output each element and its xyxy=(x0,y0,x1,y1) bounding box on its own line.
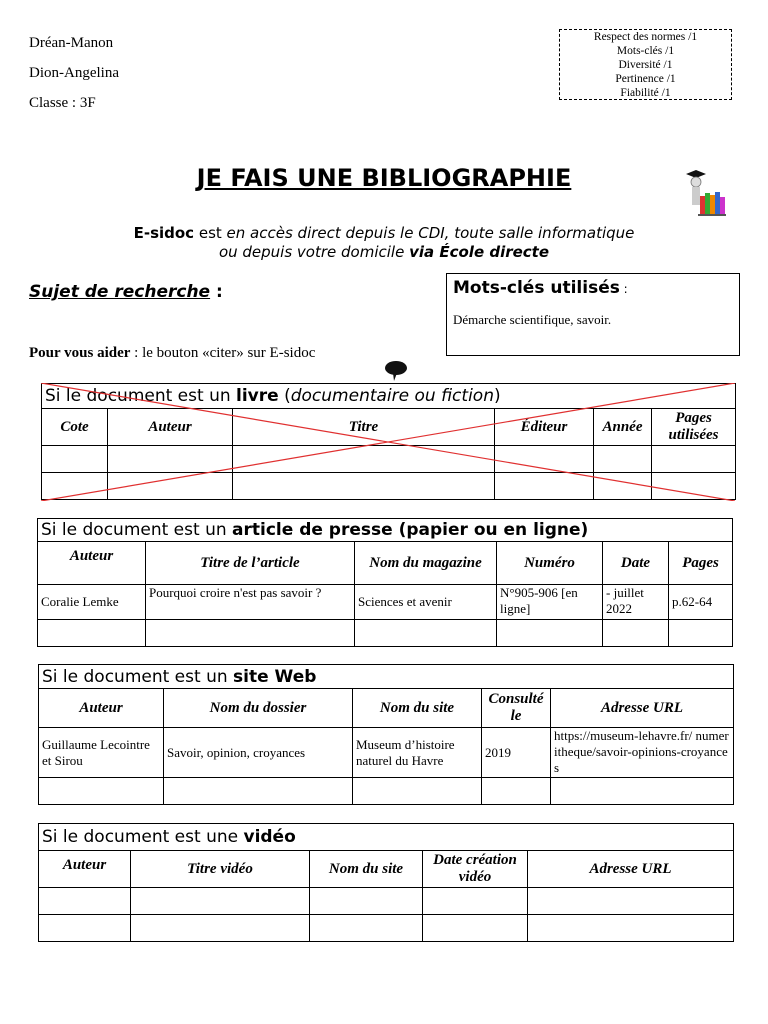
keywords-value: Démarche scientifique, savoir. xyxy=(453,312,612,327)
book-caption-pre: Si le document est un xyxy=(45,386,237,406)
video-header-auteur: Auteur xyxy=(39,851,131,888)
table-cell[interactable] xyxy=(39,778,164,805)
table-cell: 2019 xyxy=(482,728,551,778)
grading-item: Mots-clés /1 xyxy=(616,45,675,57)
keywords-title: Mots-clés utilisés xyxy=(453,278,620,298)
table-row xyxy=(39,778,734,805)
book-header-annee: Année xyxy=(594,409,652,446)
press-table xyxy=(37,518,733,647)
table-cell[interactable] xyxy=(131,888,310,915)
table-cell[interactable] xyxy=(131,915,310,942)
class-label: Classe : 3F xyxy=(29,95,96,111)
video-caption-pre: Si le document est une xyxy=(42,827,244,847)
book-header-titre: Titre xyxy=(233,409,495,446)
book-header-cote: Cote xyxy=(42,409,108,446)
table-cell[interactable] xyxy=(497,620,603,647)
web-header-dossier: Nom du dossier xyxy=(164,689,353,728)
table-row xyxy=(39,888,734,915)
table-cell[interactable] xyxy=(603,620,669,647)
table-cell[interactable] xyxy=(423,915,528,942)
intro-text-b: en accès direct depuis le CDI, toute salle informatique xyxy=(226,224,635,242)
table-cell: Guillaume Lecointre et Sirou xyxy=(39,728,164,778)
student-name-2: Dion-Angelina xyxy=(29,65,119,81)
esidoc-label: E-sidoc xyxy=(133,224,195,242)
subject-label-text: Sujet de recherche xyxy=(29,282,211,302)
table-row xyxy=(39,915,734,942)
video-caption xyxy=(39,824,734,851)
web-caption xyxy=(39,665,734,689)
web-header-consulte: Consulté le xyxy=(482,689,551,728)
grading-box xyxy=(559,29,732,100)
video-header-titre: Titre vidéo xyxy=(131,851,310,888)
grading-item: Pertinence /1 xyxy=(615,73,676,85)
table-cell[interactable] xyxy=(551,778,734,805)
video-header-url: Adresse URL xyxy=(528,851,734,888)
help-bold: Pour vous aider xyxy=(29,345,131,361)
help-text xyxy=(29,345,315,362)
table-cell[interactable] xyxy=(528,888,734,915)
web-header-auteur: Auteur xyxy=(39,689,164,728)
book-caption-paren-close: ) xyxy=(493,386,501,406)
books-graduate-icon xyxy=(682,168,728,220)
url-cell[interactable]: https://museum-lehavre.fr/ numeritheque/savoir-opinions-croyances xyxy=(551,728,734,778)
video-header-date: Date création vidéo xyxy=(423,851,528,888)
intro-text xyxy=(0,224,768,262)
table-cell: Museum d’histoire naturel du Havre xyxy=(353,728,482,778)
table-cell[interactable] xyxy=(528,915,734,942)
web-header-url: Adresse URL xyxy=(551,689,734,728)
cross-out-mark xyxy=(41,383,735,501)
grading-item: Diversité /1 xyxy=(618,59,673,71)
table-cell[interactable] xyxy=(355,620,497,647)
press-caption xyxy=(38,519,733,542)
table-cell: N°905-906 [en ligne] xyxy=(497,585,603,620)
table-cell[interactable] xyxy=(423,888,528,915)
video-caption-bold: vidéo xyxy=(243,827,296,847)
press-caption-bold: article de presse (papier ou en ligne) xyxy=(232,520,589,540)
press-header-numero: Numéro xyxy=(497,542,603,585)
table-cell: Pourquoi croire n'est pas savoir ? xyxy=(146,585,355,620)
book-caption-italic: documentaire ou fiction xyxy=(290,386,494,406)
table-cell[interactable] xyxy=(39,888,131,915)
keywords-colon: : xyxy=(619,282,628,296)
table-cell[interactable] xyxy=(39,915,131,942)
web-header-site: Nom du site xyxy=(353,689,482,728)
book-caption-bold: livre xyxy=(236,386,279,406)
table-cell[interactable] xyxy=(38,620,146,647)
speech-bubble-icon xyxy=(384,359,408,383)
book-caption-paren-open: ( xyxy=(278,386,291,406)
video-table xyxy=(38,823,734,942)
press-header-auteur: Auteur xyxy=(38,542,146,585)
press-header-pages: Pages xyxy=(669,542,733,585)
subject-colon: : xyxy=(210,282,223,302)
video-header-site: Nom du site xyxy=(310,851,423,888)
intro-text-a: est xyxy=(194,224,227,242)
press-header-date: Date xyxy=(603,542,669,585)
grading-item: Fiabilité /1 xyxy=(620,87,671,99)
help-rest: : le bouton «citer» sur E-sidoc xyxy=(130,345,316,361)
press-header-titre: Titre de l’article xyxy=(146,542,355,585)
intro-text-d: via École directe xyxy=(409,243,550,261)
table-row xyxy=(39,728,734,778)
table-cell[interactable] xyxy=(310,915,423,942)
web-table xyxy=(38,664,734,805)
table-cell[interactable] xyxy=(310,888,423,915)
web-caption-bold: site Web xyxy=(233,666,317,687)
table-row xyxy=(38,585,733,620)
table-row xyxy=(38,620,733,647)
page-title: JE FAIS UNE BIBLIOGRAPHIE xyxy=(196,164,572,192)
web-caption-pre: Si le document est un xyxy=(42,666,234,687)
student-name-1: Dréan-Manon xyxy=(29,35,114,51)
table-cell[interactable] xyxy=(482,778,551,805)
intro-text-c: ou depuis votre domicile xyxy=(218,243,410,261)
press-header-magazine: Nom du magazine xyxy=(355,542,497,585)
book-header-editeur: Éditeur xyxy=(495,409,594,446)
table-cell: Savoir, opinion, croyances xyxy=(164,728,353,778)
grading-item: Respect des normes /1 xyxy=(593,31,698,43)
table-cell[interactable] xyxy=(353,778,482,805)
table-cell: - juillet 2022 xyxy=(603,585,669,620)
table-cell: Coralie Lemke xyxy=(38,585,146,620)
research-subject-label xyxy=(29,282,223,302)
table-cell[interactable] xyxy=(146,620,355,647)
table-cell: Sciences et avenir xyxy=(355,585,497,620)
keywords-box xyxy=(446,273,740,356)
press-caption-pre: Si le document est un xyxy=(41,520,233,540)
table-cell: p.62-64 xyxy=(669,585,733,620)
table-cell[interactable] xyxy=(669,620,733,647)
book-header-auteur: Auteur xyxy=(108,409,233,446)
table-cell[interactable] xyxy=(164,778,353,805)
book-header-pages: Pages utilisées xyxy=(652,409,736,446)
